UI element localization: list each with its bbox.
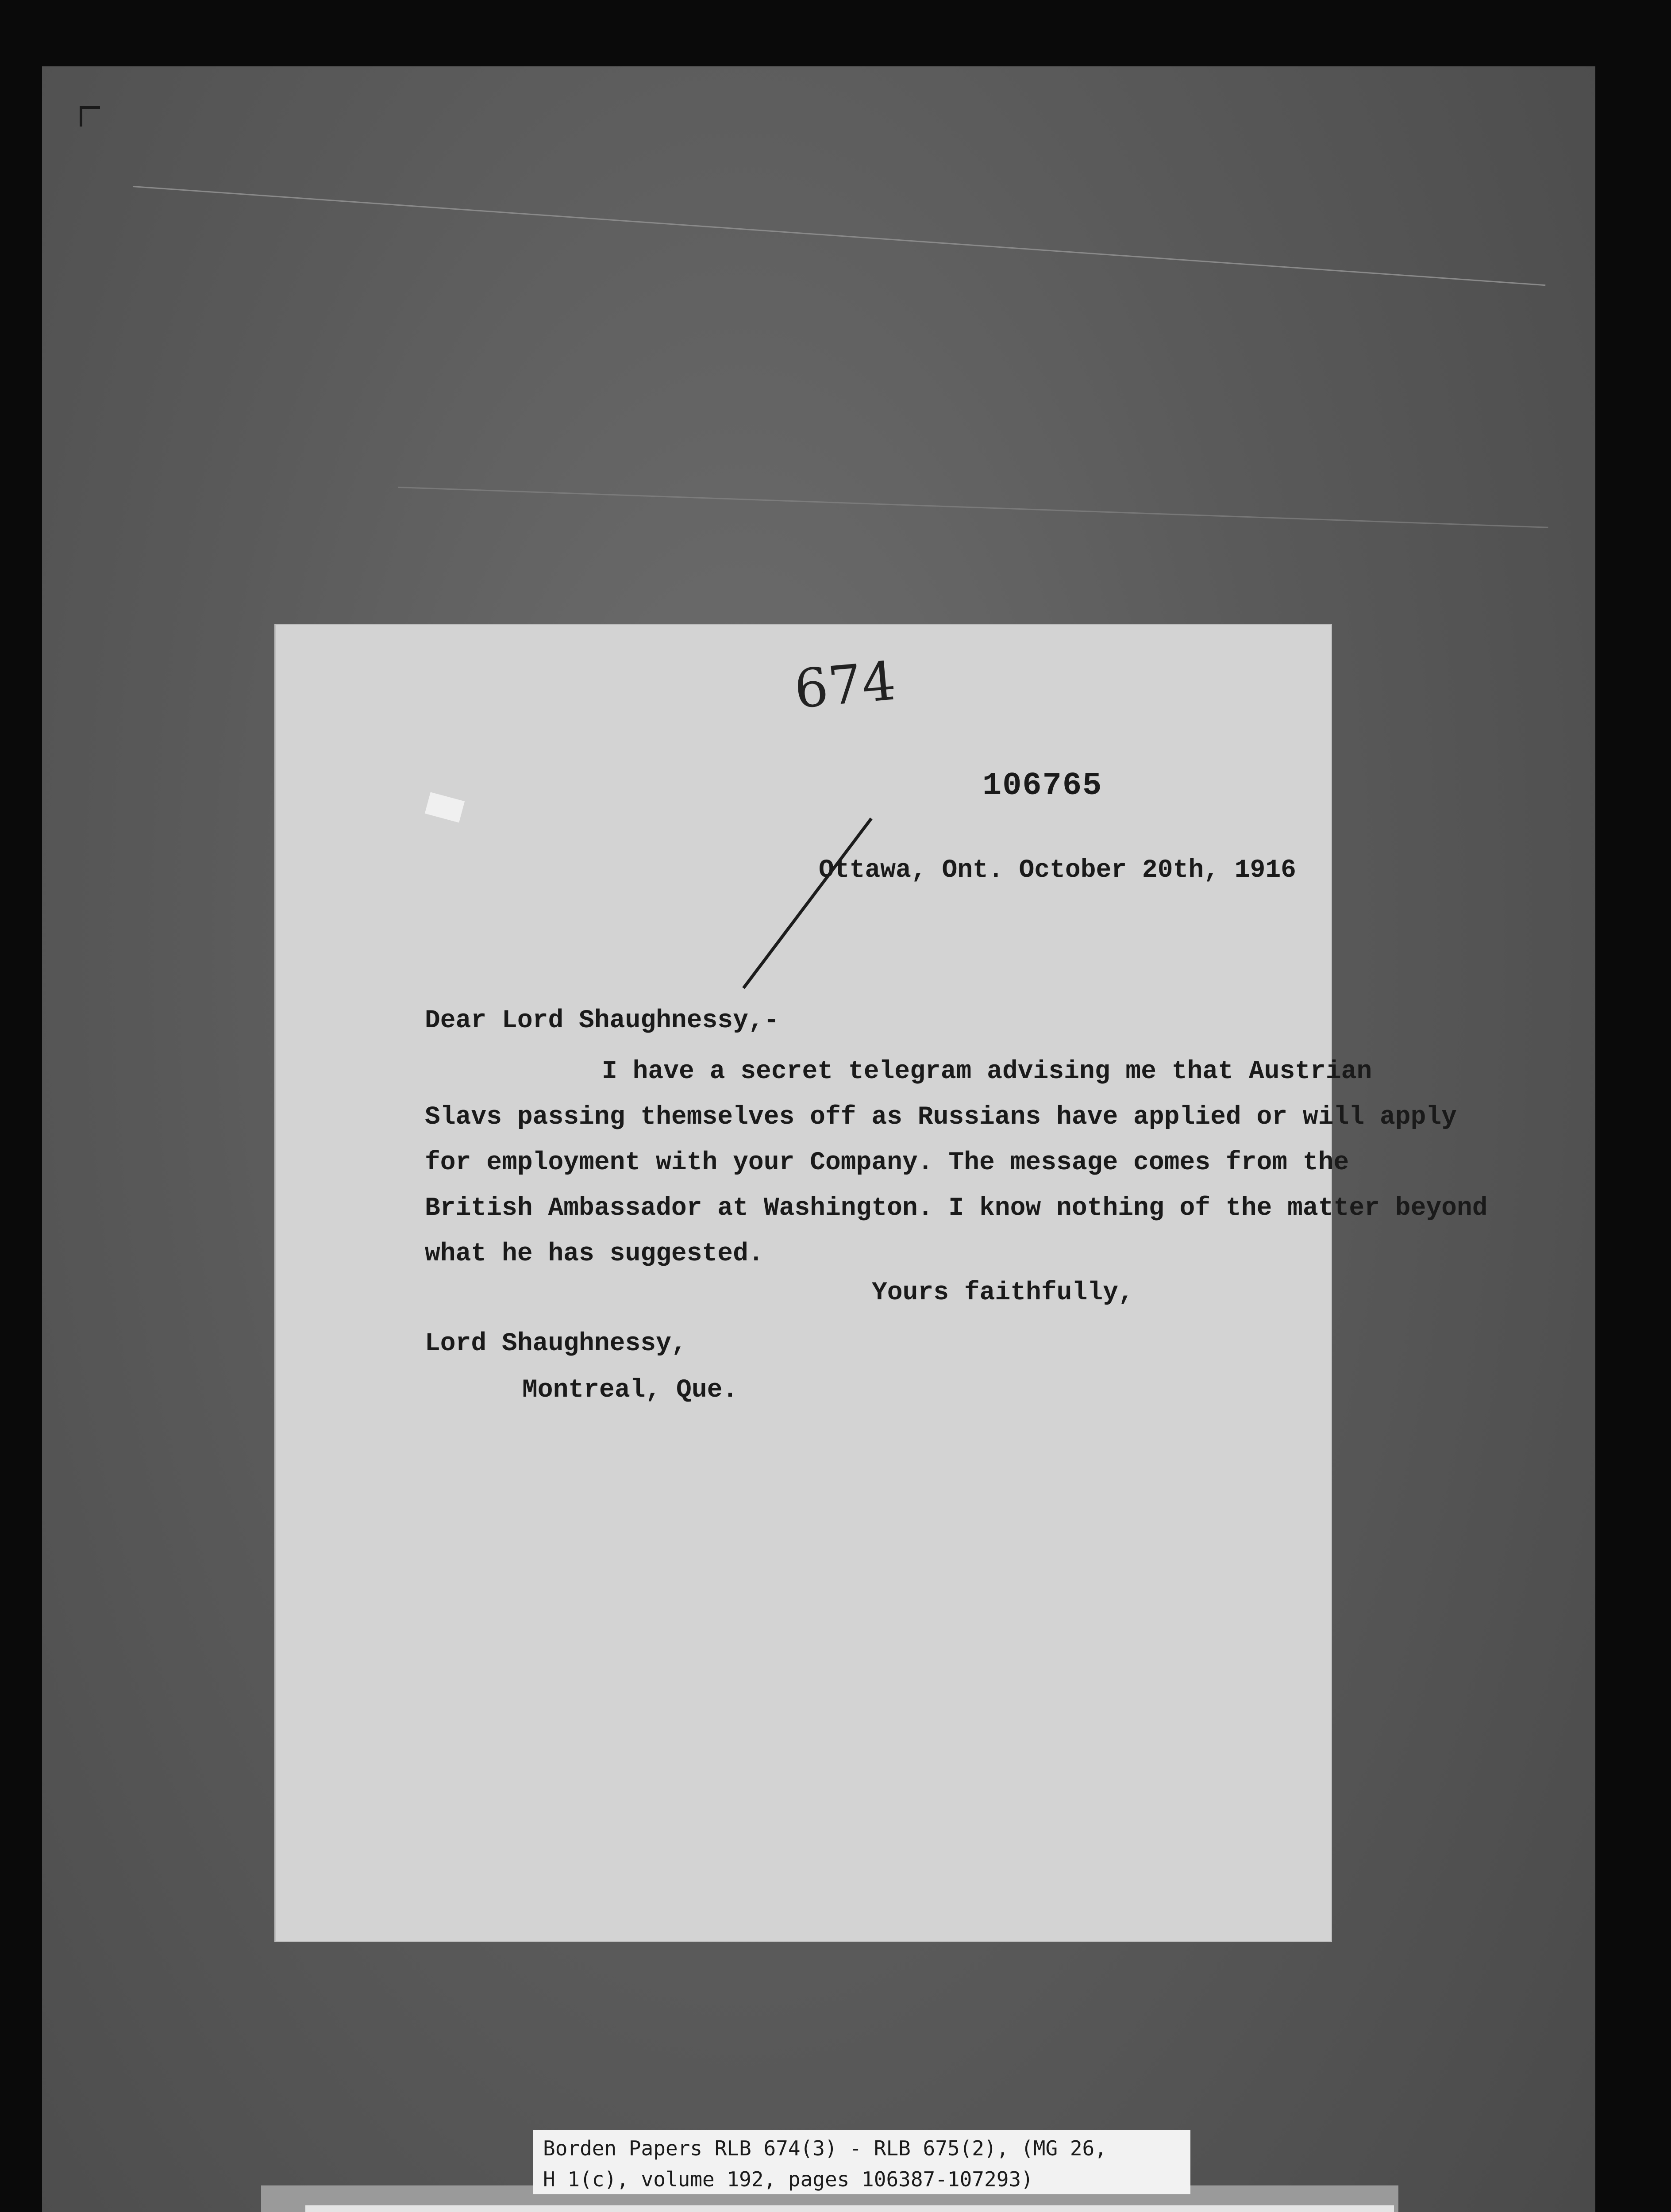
archive-reference-label: [533, 2130, 1190, 2194]
frame-corner-mark: [80, 106, 100, 127]
closing: Yours faithfully,: [872, 1279, 1134, 1307]
body-line: for employment with your Company. The message comes from the: [425, 1148, 1349, 1177]
addressee-name: Lord Shaughnessy,: [425, 1329, 687, 1358]
reference-line: H 1(c), volume 192, pages 106387-107293): [543, 2167, 1033, 2191]
letter-page: [274, 624, 1488, 1942]
addressee-city: Montreal, Que.: [522, 1376, 738, 1405]
archives-stamp: [305, 2205, 1394, 2212]
reference-line: Borden Papers RLB 674(3) - RLB 675(2), (MG 26,: [543, 2136, 1107, 2160]
document-number: 106765: [982, 768, 1103, 804]
handwritten-page-number: 674: [792, 650, 898, 721]
pen-stroke: [742, 818, 872, 989]
salutation: Dear Lord Shaughnessy,-: [425, 1006, 779, 1035]
body-line: what he has suggested.: [425, 1240, 764, 1268]
body-line: British Ambassador at Washington. I know nothing of the matter beyond: [425, 1194, 1488, 1223]
torn-paper-fragment: [425, 792, 465, 822]
body-line: I have a secret telegram advising me that Austrian: [602, 1057, 1372, 1086]
letter-date: Ottawa, Ont. October 20th, 1916: [819, 856, 1296, 885]
body-line: Slavs passing themselves off as Russians have applied or will apply: [425, 1103, 1457, 1132]
